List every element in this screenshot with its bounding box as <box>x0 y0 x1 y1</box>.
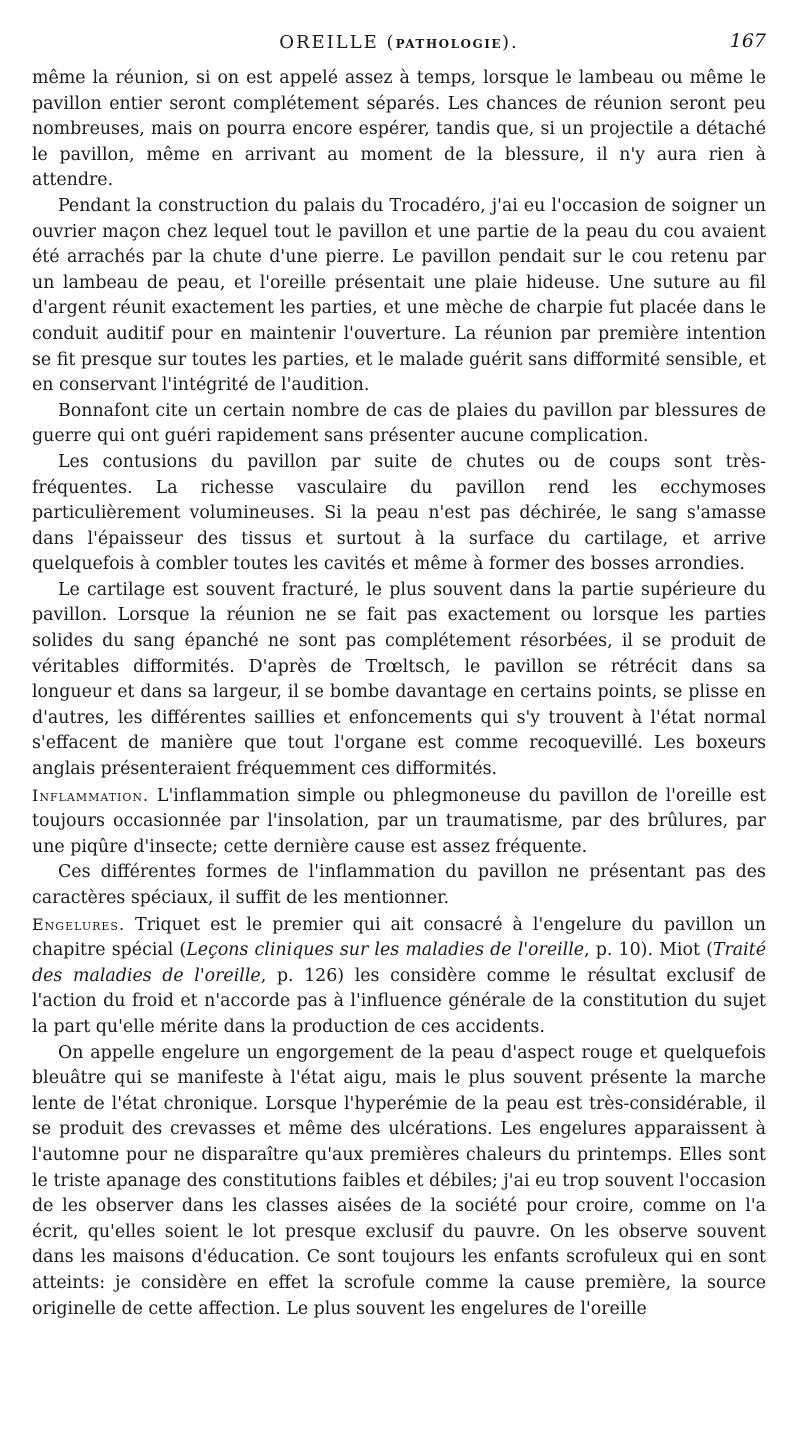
section-lead-inflammation: Inflammation. <box>32 785 150 805</box>
citation-miot: Traité des maladies de l'oreille <box>32 940 766 986</box>
paragraph-bonnafont: Bonnafont cite un certain nombre de cas de plaies du pavillon par blessures de guerre qui ont guéri rapidement sans présenter aucune complication. <box>32 400 766 447</box>
page-header <box>32 30 766 58</box>
engelures-text-b: , p. 10). Miot ( <box>584 940 713 961</box>
paragraph-inflammation <box>32 783 766 861</box>
engelures-text-c: , p. 126) les considère comme le résultat exclusif de l'action du froid et n'accorde pas à l'influence générale de la constitution du sujet la part qu'elle mérite dans la production de ces accidents. <box>32 965 766 1037</box>
citation-triquet: Leçons cliniques sur les maladies de l'oreille <box>186 940 585 961</box>
paragraph-continuation: même la réunion, si on est appelé assez à temps, lorsque le lambeau ou même le pavillon entier seront complétement séparés. Les chances de réunion seront peu nombreuses, mais on pourra encore espérer, tandis que, si un projectile a détaché le pavillon, même en arrivant au moment de la blessure, il n'y aura rien à attendre. <box>32 68 766 191</box>
paragraph-engelures <box>32 912 766 1041</box>
paragraph-inflammation-text: L'inflammation simple ou phlegmoneuse du pavillon de l'oreille est toujours occasionnée par l'insolation, par un traumatisme, par des brûlures, par une piqûre d'insecte; cette dernière cause est assez fréquente. <box>32 785 766 857</box>
running-title-main: OREILLE ( <box>279 32 396 53</box>
paragraph-engelure-definition: On appelle engelure un engorgement de la peau d'aspect rouge et quelquefois bleuâtre qui se manifeste à l'état aigu, mais le plus souvent présente la marche lente de l'état chronique. Lorsque l'hyperémie de la peau est très-considérable, il se produit des crevasses et même des ulcérations. Les engelures apparaissent à l'automne pour ne disparaître qu'aux premières chaleurs du printemps. Elles sont le triste apanage des constitutions faibles et débiles; j'ai eu trop souvent l'occasion de les observer dans les classes aisées de la société pour croire, comme on l'a écrit, qu'elles soient le lot presque exclusif du pauvre. On les observe souvent dans les maisons d'éducation. Ce sont toujours les enfants scrofuleux qui en sont atteints: je considère en effet la scrofule comme la cause première, la source originelle de cette affection. Le plus souvent les engelures de l'oreille <box>32 1042 766 1319</box>
paragraph-formes: Ces différentes formes de l'inflammation du pavillon ne présentant pas des caractères spéciaux, il suffit de les mentionner. <box>32 862 766 908</box>
page-number: 167 <box>729 30 766 52</box>
section-lead-engelures: Engelures. <box>32 914 126 934</box>
body-text <box>32 66 766 1322</box>
running-title-end: ). <box>502 32 519 53</box>
running-title-small-caps: PATHOLOGIE <box>395 37 503 51</box>
engelures-text-a: Triquet est le premier qui ait consacré à l'engelure du pavillon un chapitre spécial ( <box>32 914 766 961</box>
paragraph-contusions: Les contusions du pavillon par suite de chutes ou de coups sont très-fréquentes. La richesse vasculaire du pavillon rend les ecchymoses particulièrement volumineuses. Si la peau n'est pas déchirée, le sang s'amasse dans l'épaisseur des tissus et surtout à la surface du cartilage, et arrive quelquefois à combler toutes les cavités et même à former des bosses arrondies. <box>32 451 766 575</box>
paragraph-cartilage: Le cartilage est souvent fracturé, le plus souvent dans la partie supérieure du pavillon. Lorsque la réunion ne se fait pas exactement ou lorsque les parties solides du sang épanché ne sont pas complétement résorbées, il se produit de véritables difformités. D'après de Trœltsch, le pavillon se rétrécit dans sa longueur et dans sa largeur, il se bombe davantage en certains points, se plisse en d'autres, les différentes saillies et enfoncements qui s'y trouvent à l'état normal s'effacent de manière que tout l'organe est comme recoquevillé. Les boxeurs anglais présenteraient fréquemment ces difformités. <box>32 579 766 780</box>
paragraph-trocadero: Pendant la construction du palais du Trocadéro, j'ai eu l'occasion de soigner un ouvrier maçon chez lequel tout le pavillon et une partie de la peau du cou avaient été arrachés par la chute d'une pierre. Le pavillon pendait sur le cou retenu par un lambeau de peau, et l'oreille présentait une plaie hideuse. Une suture au fil d'argent réunit exactement les parties, et une mèche de charpie fut placée dans le conduit auditif pour en maintenir l'ouverture. La réunion par première intention se fit presque sur toutes les parties, et le malade guérit sans difformité sensible, et en conservant l'intégrité de l'audition. <box>32 195 766 396</box>
running-title <box>32 32 766 53</box>
